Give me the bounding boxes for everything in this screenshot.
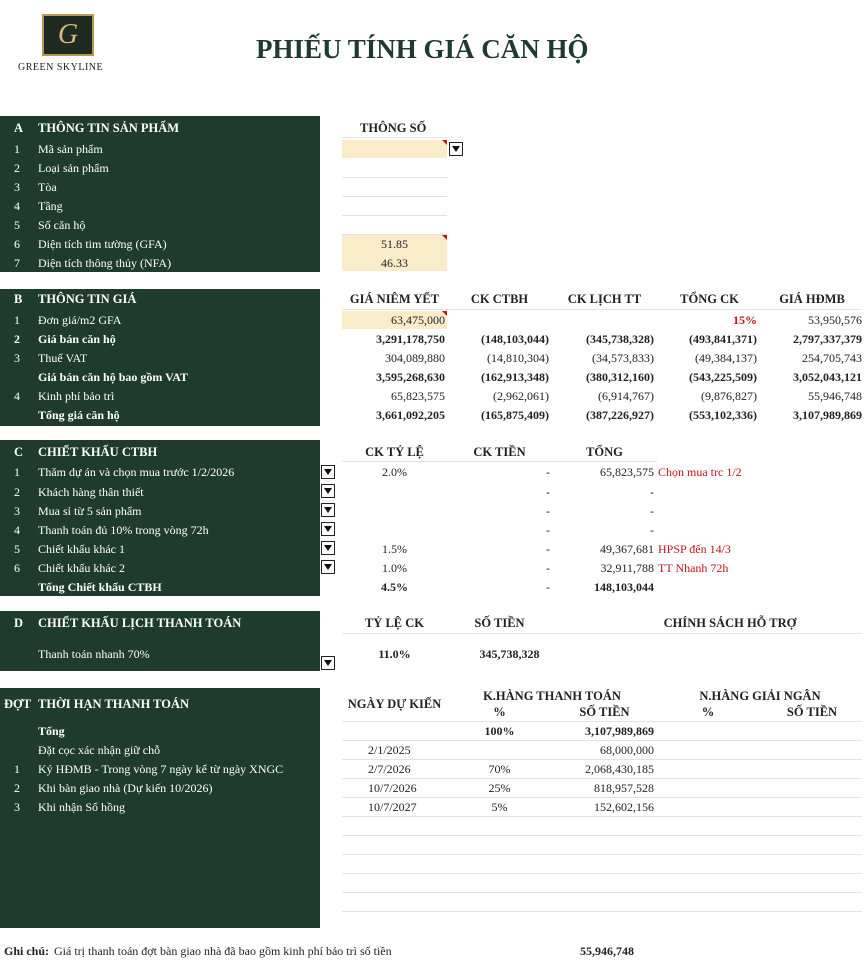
e-total-amount: 3,107,989,869: [585, 724, 654, 738]
a-row-no: 4: [14, 199, 20, 213]
b-cell: 254,705,743: [802, 351, 862, 365]
e-row-label: Đặt cọc xác nhận giữ chỗ: [38, 743, 161, 757]
b-cell: (543,225,509): [689, 370, 757, 384]
c-cash: -: [546, 485, 550, 499]
b-cell: (49,384,137): [695, 351, 757, 365]
c-row-no: 2: [14, 485, 20, 499]
divider: [342, 816, 862, 817]
divider: [342, 778, 862, 779]
divider: [342, 797, 862, 798]
e-header-bank: N.HÀNG GIẢI NGÂN: [699, 689, 821, 703]
d-row-label: Thanh toán nhanh 70%: [38, 647, 150, 661]
divider: [342, 892, 862, 893]
b-cell: (493,841,371): [689, 332, 757, 346]
d-amount: 345,738,328: [479, 647, 540, 661]
c-total: -: [650, 523, 654, 537]
a-row-label: Loại sản phẩm: [38, 161, 109, 175]
c-row-no: 6: [14, 561, 20, 575]
c-total: 65,823,575: [600, 465, 654, 479]
e-header-amount: SỐ TIỀN: [579, 705, 630, 719]
c-row-no: 4: [14, 523, 20, 537]
b-header: GIÁ HĐMB: [779, 292, 845, 306]
e-row-date: 10/7/2027: [368, 800, 417, 814]
e-row-amount: 152,602,156: [594, 800, 654, 814]
b-row-label: Giá bán căn hộ bao gồm VAT: [38, 370, 189, 384]
e-row-date: 2/7/2026: [368, 762, 411, 776]
b-cell: 3,595,268,630: [376, 370, 445, 384]
divider: [342, 461, 657, 462]
section-a-title: THÔNG TIN SẢN PHẨM: [38, 121, 180, 135]
logo-letter: G: [57, 19, 79, 50]
a-row-no: 5: [14, 218, 20, 232]
e-row-label: Ký HĐMB - Trong vòng 7 ngày kể từ ngày XNGC: [38, 762, 284, 776]
c-rate: 1.5%: [382, 542, 407, 556]
section-e-col-dot: ĐỢT: [4, 697, 32, 711]
divider: [342, 873, 862, 874]
total-discount-rate: 15%: [733, 313, 757, 327]
e-row-amount: 2,068,430,185: [585, 762, 654, 776]
b-cell: 304,089,880: [385, 351, 445, 365]
c-cash: -: [546, 465, 550, 479]
b-row-no: 3: [14, 351, 20, 365]
c-header: TỔNG: [586, 445, 623, 459]
divider: [342, 215, 447, 216]
b-cell: (9,876,827): [701, 389, 757, 403]
section-b-title: THÔNG TIN GIÁ: [38, 292, 137, 306]
divider: [342, 633, 862, 634]
e-row-amount: 818,957,528: [594, 781, 654, 795]
b-row-label: Giá bán căn hộ: [38, 332, 116, 346]
divider: [342, 759, 862, 760]
c-note: Chọn mua trc 1/2: [658, 465, 742, 479]
note-text: Giá trị thanh toán đợt bàn giao nhà đã bao gồm kinh phí bảo trì số tiền: [54, 944, 392, 958]
c-row-label: Khách hàng thân thiết: [38, 485, 144, 499]
discount-4-dropdown-icon[interactable]: [321, 522, 335, 536]
b-cell: 55,946,748: [808, 389, 862, 403]
c-total-cash: -: [546, 580, 550, 594]
b-cell: (14,810,304): [487, 351, 549, 365]
d-header: TỶ LỆ CK: [364, 616, 425, 630]
c-total: -: [650, 485, 654, 499]
c-cash: -: [546, 561, 550, 575]
e-header-bank-pct: %: [701, 705, 715, 719]
section-a-letter: A: [14, 121, 24, 135]
c-row-label: Chiết khấu khác 2: [38, 561, 125, 575]
e-row-pct: 70%: [488, 762, 511, 776]
b-cell: (553,102,336): [689, 408, 757, 422]
b-cell: 53,950,576: [808, 313, 862, 327]
e-row-pct: 25%: [488, 781, 511, 795]
a-row-label: Số căn hộ: [38, 218, 86, 232]
d-header: CHÍNH SÁCH HỖ TRỢ: [663, 616, 797, 630]
c-total-rate: 4.5%: [381, 580, 408, 594]
b-row-label: Tổng giá căn hộ: [38, 408, 120, 422]
discount-2-dropdown-icon[interactable]: [321, 484, 335, 498]
c-row-label: Thăm dự án và chọn mua trước 1/2/2026: [38, 465, 235, 479]
gfa-value: 51.85: [381, 237, 408, 251]
c-cash: -: [546, 523, 550, 537]
e-row-pct: 5%: [491, 800, 508, 814]
c-note: HPSP đến 14/3: [658, 542, 731, 556]
b-cell: (148,103,044): [481, 332, 549, 346]
nfa-value: 46.33: [381, 256, 408, 270]
c-total: 32,911,788: [600, 561, 654, 575]
c-header: CK TỶ LỆ: [365, 445, 424, 459]
e-row-amount: 68,000,000: [600, 743, 654, 757]
section-c-title: CHIẾT KHẤU CTBH: [38, 445, 158, 459]
product-code-dropdown-icon[interactable]: [449, 142, 463, 156]
b-row-label: Đơn giá/m2 GFA: [38, 313, 122, 327]
d-header: SỐ TIỀN: [474, 616, 525, 630]
e-row-date: 2/1/2025: [368, 743, 411, 757]
a-row-no: 7: [14, 256, 20, 270]
section-d-title: CHIẾT KHẤU LỊCH THANH TOÁN: [38, 616, 242, 630]
c-row-no: 5: [14, 542, 20, 556]
b-header: TỔNG CK: [680, 292, 739, 306]
b-header: GIÁ NIÊM YẾT: [349, 292, 440, 306]
c-cash: -: [546, 542, 550, 556]
comment-marker: [442, 140, 447, 145]
note-prefix: Ghi chú:: [4, 944, 50, 958]
b-cell: (387,226,927): [586, 408, 654, 422]
b-cell: 2,797,337,379: [793, 332, 862, 346]
e-row-label: Khi bàn giao nhà (Dự kiến 10/2026): [38, 781, 213, 795]
section-c-letter: C: [14, 445, 24, 459]
discount-5-dropdown-icon[interactable]: [321, 541, 335, 555]
c-note: TT Nhanh 72h: [658, 561, 729, 575]
b-cell: 3,661,092,205: [376, 408, 445, 422]
a-row-label: Mã sản phẩm: [38, 142, 103, 156]
a-row-no: 2: [14, 161, 20, 175]
a-row-no: 3: [14, 180, 20, 194]
e-row-label: Khi nhận Sổ hồng: [38, 800, 125, 814]
payment-plan-dropdown-icon[interactable]: [321, 656, 335, 670]
e-total-label: Tổng: [38, 724, 65, 738]
b-cell: (380,312,160): [586, 370, 654, 384]
e-row-no: 3: [14, 800, 20, 814]
b-cell: (345,738,328): [586, 332, 654, 346]
c-row-label: Chiết khấu khác 1: [38, 542, 125, 556]
b-cell: (6,914,767): [598, 389, 654, 403]
a-row-label: Tòa: [38, 180, 57, 194]
b-cell: 3,052,043,121: [793, 370, 862, 384]
e-header-pct: %: [493, 705, 506, 719]
e-row-no: 1: [14, 762, 20, 776]
b-cell: 3,291,178,750: [376, 332, 445, 346]
divider: [342, 854, 862, 855]
b-row-no: 2: [14, 332, 20, 346]
divider: [342, 309, 862, 310]
discount-6-dropdown-icon[interactable]: [321, 560, 335, 574]
b-row-no: 4: [14, 389, 20, 403]
brand-name: GREEN SKYLINE: [18, 62, 104, 73]
c-total-label: Tổng Chiết khấu CTBH: [38, 580, 162, 594]
divider: [342, 721, 862, 722]
note-amount: 55,946,748: [580, 944, 634, 958]
c-row-label: Mua sỉ từ 5 sản phẩm: [38, 504, 142, 518]
b-cell: (2,962,061): [493, 389, 549, 403]
divider: [342, 196, 447, 197]
page-title: PHIẾU TÍNH GIÁ CĂN HỘ: [256, 34, 589, 64]
b-row-no: 1: [14, 313, 20, 327]
c-total: 49,367,681: [600, 542, 654, 556]
discount-1-dropdown-icon[interactable]: [321, 465, 335, 479]
a-row-label: Diện tích thông thủy (NFA): [38, 256, 172, 270]
c-total: -: [650, 504, 654, 518]
section-a-col-header: THÔNG SỐ: [360, 121, 427, 135]
e-row-no: 2: [14, 781, 20, 795]
divider: [342, 177, 447, 178]
section-e-title: THỜI HẠN THANH TOÁN: [38, 697, 190, 711]
b-cell: (162,913,348): [481, 370, 549, 384]
product-code-input[interactable]: [342, 140, 447, 158]
divider: [342, 137, 447, 138]
e-total-pct: 100%: [484, 724, 515, 738]
b-cell: 3,107,989,869: [793, 408, 862, 422]
c-rate: 2.0%: [382, 465, 407, 479]
d-rate: 11.0%: [378, 647, 411, 661]
c-cash: -: [546, 504, 550, 518]
c-total-amount: 148,103,044: [594, 580, 654, 594]
a-row-no: 6: [14, 237, 20, 251]
b-row-label: Kinh phí bảo trì: [38, 389, 115, 403]
b-cell: (34,573,833): [592, 351, 654, 365]
b-cell: 65,823,575: [391, 389, 445, 403]
b-header: CK CTBH: [470, 292, 529, 306]
b-header: CK LỊCH TT: [567, 292, 642, 306]
discount-3-dropdown-icon[interactable]: [321, 503, 335, 517]
section-d-letter: D: [14, 616, 24, 630]
e-header-date: NGÀY DỰ KIẾN: [347, 697, 442, 711]
c-row-no: 1: [14, 465, 20, 479]
e-header-bank-amount: SỐ TIỀN: [786, 705, 838, 719]
a-row-no: 1: [14, 142, 20, 156]
a-row-label: Diện tích tim tường (GFA): [38, 237, 167, 251]
c-row-label: Thanh toán đủ 10% trong vòng 72h: [38, 523, 209, 537]
a-row-label: Tầng: [38, 199, 63, 213]
b-cell: 63,475,000: [391, 313, 445, 327]
divider: [342, 911, 862, 912]
divider: [342, 740, 862, 741]
b-cell: (165,875,409): [481, 408, 549, 422]
b-row-label: Thuế VAT: [38, 351, 88, 365]
c-rate: 1.0%: [382, 561, 407, 575]
e-row-date: 10/7/2026: [368, 781, 417, 795]
c-row-no: 3: [14, 504, 20, 518]
divider: [342, 835, 862, 836]
section-b-letter: B: [14, 292, 23, 306]
e-header-customer: K.HÀNG THANH TOÁN: [483, 689, 621, 703]
c-header: CK TIỀN: [473, 445, 526, 459]
brand-logo: [42, 14, 94, 56]
